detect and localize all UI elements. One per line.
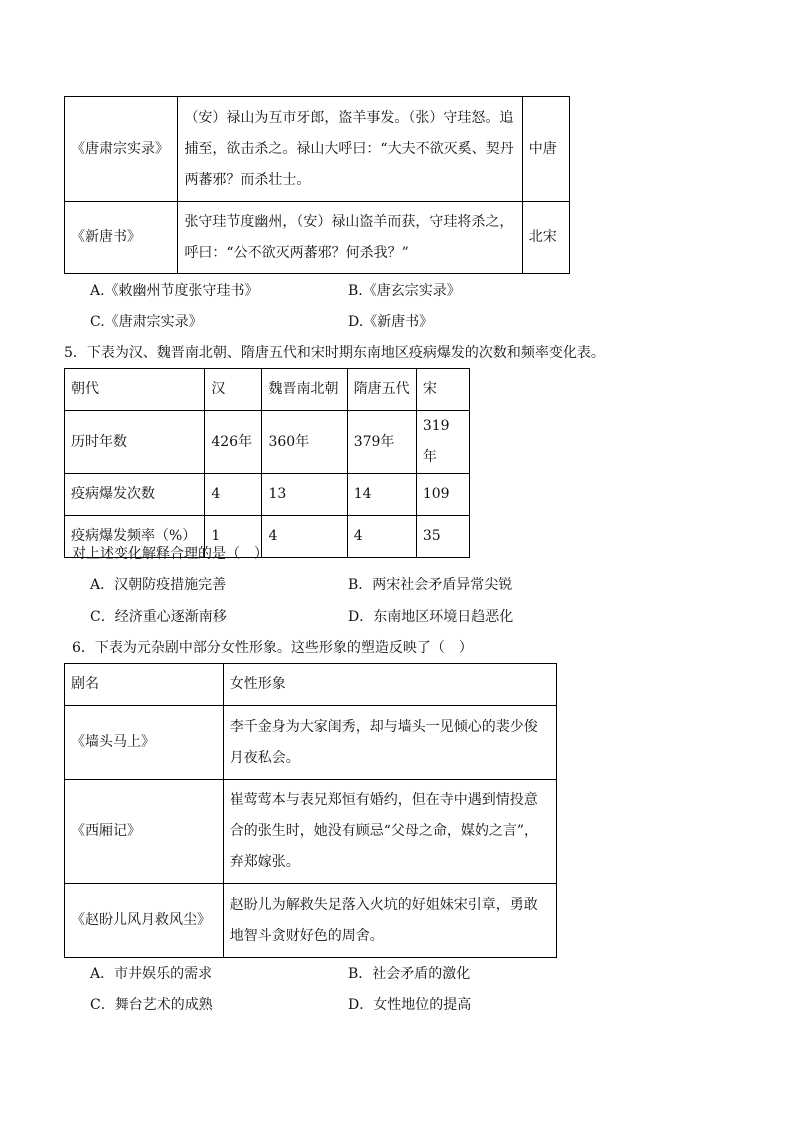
- q5-question: 对上述变化解释合理的是（ ）: [72, 546, 268, 562]
- q5-table: [64, 368, 470, 558]
- q4-option-b[interactable]: B.《唐玄宗实录》: [348, 283, 461, 299]
- table-cell: 35: [416, 516, 469, 558]
- content-cell: （安）禄山为互市牙郎，盗羊事发。（张）守珪怒。追捕至，欲击杀之。禄山大呼曰：“大夫不欲灭奚、契丹两蕃邪？而杀壮士。: [178, 97, 522, 202]
- era-cell: 中唐: [522, 97, 569, 202]
- table-cell: 《西厢记》: [65, 780, 224, 884]
- source-cell: 《新唐书》: [65, 202, 178, 274]
- table-cell: 360年: [262, 411, 347, 474]
- q4-table: [64, 96, 570, 274]
- table-cell: 13: [262, 474, 347, 516]
- table-cell: 109: [416, 474, 469, 516]
- q6-stem: 6．下表为元杂剧中部分女性形象。这些形象的塑造反映了（ ）: [72, 640, 473, 656]
- source-cell: 《唐肃宗实录》: [65, 97, 178, 202]
- q6-option-c[interactable]: C．舞台艺术的成熟: [90, 997, 213, 1013]
- table-cell: 疫病爆发次数: [65, 474, 205, 516]
- era-cell: 北宋: [522, 202, 569, 274]
- table-cell: 1: [205, 516, 262, 558]
- q5-stem: 5．下表为汉、魏晋南北朝、隋唐五代和宋时期东南地区疫病爆发的次数和频率变化表。: [64, 345, 605, 361]
- table-cell: 《赵盼儿风月救风尘》: [65, 884, 224, 958]
- table-cell: 历时年数: [65, 411, 205, 474]
- table-row: [65, 474, 470, 516]
- q6-table: [64, 663, 557, 958]
- content-cell: 张守珪节度幽州，（安）禄山盗羊而获，守珪将杀之，呼曰：“公不欲灭两蕃邪？何杀我？”: [178, 202, 522, 274]
- q4-option-a[interactable]: A.《敕幽州节度张守珪书》: [90, 283, 259, 299]
- table-cell: 379年: [347, 411, 416, 474]
- table-cell: 4: [205, 474, 262, 516]
- q5-option-c[interactable]: C．经济重心逐渐南移: [90, 609, 227, 625]
- header-cell: 宋: [416, 369, 469, 411]
- table-cell: 《墙头马上》: [65, 706, 224, 780]
- header-cell: 汉: [205, 369, 262, 411]
- table-cell: 4: [262, 516, 347, 558]
- table-row: [65, 411, 470, 474]
- header-cell: 女性形象: [223, 664, 556, 706]
- header-cell: 朝代: [65, 369, 205, 411]
- table-row: [65, 664, 557, 706]
- q5-option-b[interactable]: B．两宋社会矛盾异常尖锐: [348, 577, 513, 593]
- table-cell: 14: [347, 474, 416, 516]
- table-cell: 李千金身为大家闺秀，却与墙头一见倾心的裴少俊月夜私会。: [223, 706, 556, 780]
- q6-option-b[interactable]: B．社会矛盾的激化: [348, 966, 471, 982]
- table-cell: 319年: [416, 411, 469, 474]
- table-cell: 崔莺莺本与表兄郑恒有婚约，但在寺中遇到情投意合的张生时，她没有顾忌“父母之命，媒妁之言”，弃郑嫁张。: [223, 780, 556, 884]
- header-cell: 隋唐五代: [347, 369, 416, 411]
- q4-option-d[interactable]: D.《新唐书》: [348, 314, 434, 330]
- table-cell: 4: [347, 516, 416, 558]
- table-cell: 426年: [205, 411, 262, 474]
- q6-option-d[interactable]: D．女性地位的提高: [348, 997, 472, 1013]
- header-cell: 魏晋南北朝: [262, 369, 347, 411]
- q5-option-d[interactable]: D．东南地区环境日趋恶化: [348, 609, 514, 625]
- q4-option-c[interactable]: C.《唐肃宗实录》: [90, 314, 203, 330]
- table-row: [65, 706, 557, 780]
- table-row: [65, 780, 557, 884]
- table-row: [65, 884, 557, 958]
- table-row: [65, 369, 470, 411]
- q6-option-a[interactable]: A．市井娱乐的需求: [90, 966, 213, 982]
- table-row: [65, 97, 570, 202]
- q5-option-a[interactable]: A．汉朝防疫措施完善: [90, 577, 227, 593]
- table-cell: 疫病爆发频率（%）: [65, 516, 205, 558]
- table-cell: 赵盼儿为解救失足落入火坑的好姐妹宋引章，勇敢地智斗贪财好色的周舍。: [223, 884, 556, 958]
- table-row: [65, 202, 570, 274]
- header-cell: 剧名: [65, 664, 224, 706]
